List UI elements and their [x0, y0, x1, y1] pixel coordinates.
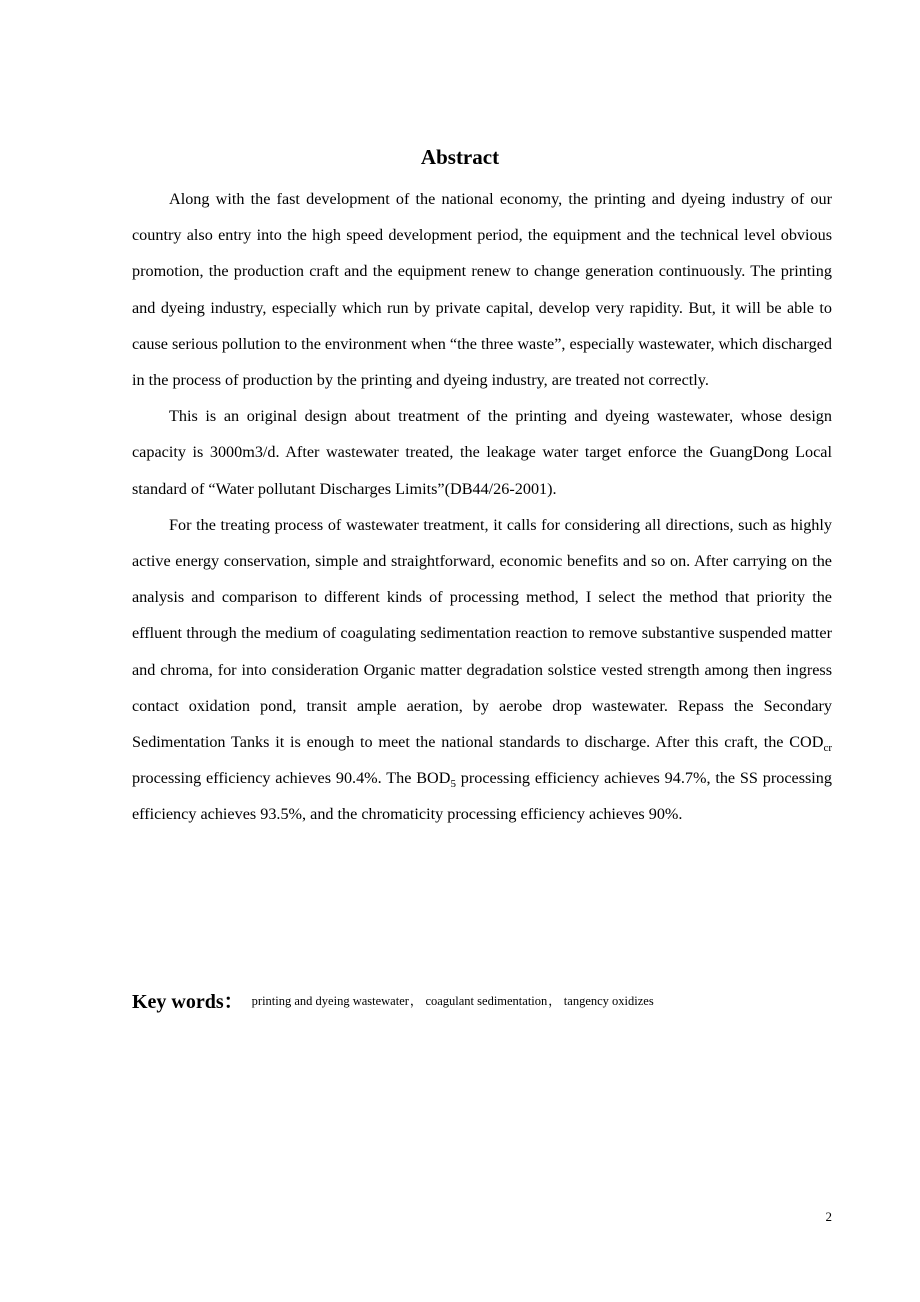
keywords-label: Key words	[132, 991, 224, 1013]
keyword: tangency oxidizes	[563, 994, 654, 1008]
keyword-separator: ，	[548, 994, 561, 1008]
abstract-body	[132, 181, 832, 833]
abstract-paragraph	[132, 507, 832, 833]
abstract-paragraph	[132, 181, 832, 398]
paragraph-text: processing efficiency achieves 94.7%, the SS processing efficiency achieves 93.5%, and the chromaticity processing efficiency achieves 90%.	[132, 769, 832, 824]
keyword: printing and dyeing wastewater	[251, 994, 409, 1008]
keyword-separator: ，	[409, 994, 423, 1008]
paragraph-text: For the treating process of wastewater treatment, it calls for considering all directions, such as highly active energy conservation, simple and straightforward, economic benefits and so on. After carrying on the analysis and comparison to different kinds of processing method, I select the method that priority the effluent through the medium of coagulating sedimentation reaction to remove substantive suspended matter and chroma, for into consideration Organic matter degradation solstice vested strength among then ingress contact oxidation pond, transit ample aeration, by aerobe drop wastewater. Repass the Secondary Sedimentation Tanks it is enough to meet the national standards to discharge. After this craft, the COD	[132, 515, 832, 752]
keywords-label-separator: ：	[223, 991, 244, 1013]
keyword-list	[252, 994, 654, 1008]
paragraph-text: processing efficiency achieves 90.4%. The BOD	[132, 769, 451, 788]
keywords-line	[132, 985, 832, 1014]
paragraph-text: This is an original design about treatment of the printing and dyeing wastewater, whose design capacity is 3000m3/d. After wastewater treated, the leakage water target enforce the GuangDong Local standard of “Water pollutant Discharges Limits”(DB44/26-2001).	[132, 407, 832, 498]
abstract-paragraph	[132, 398, 832, 507]
keyword: coagulant sedimentation	[425, 994, 548, 1008]
cod-subscript: cr	[823, 742, 832, 755]
abstract-title: Abstract	[420, 145, 500, 169]
page-number: 2	[825, 1209, 832, 1224]
paragraph-text: Along with the fast development of the national economy, the printing and dyeing industry of our country also entry into the high speed development period, the equipment and the technical level obvious promotion, the production craft and the equipment renew to change generation continuously. The printing and dyeing industry, especially which run by private capital, develop very rapidity. But, it will be able to cause serious pollution to the environment when “the three waste”, especially wastewater, which discharged in the process of production by the printing and dyeing industry, are treated not correctly.	[132, 190, 832, 390]
bod-subscript: 5	[450, 778, 456, 791]
